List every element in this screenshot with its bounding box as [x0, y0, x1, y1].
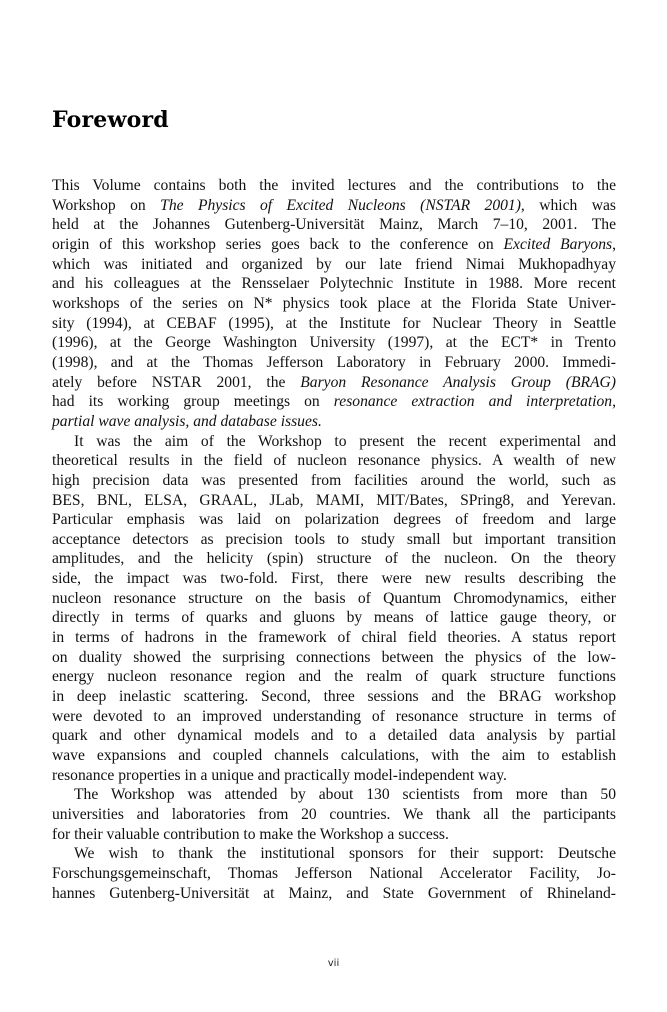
- text-line: [52, 628, 616, 648]
- text-line: [52, 825, 616, 845]
- text-run: for their valuable contribution to make the Workshop a success.: [52, 825, 449, 843]
- text-line: [52, 707, 616, 727]
- text-run: Particular emphasis was laid on polarization degrees of freedom and large: [52, 511, 616, 529]
- text-line: [52, 648, 616, 668]
- text-run: in terms of hadrons in the framework of chiral field theories. A status report: [52, 629, 616, 647]
- text-line: [52, 196, 616, 216]
- text-run: origin of this workshop series goes back to the conference on: [52, 235, 504, 253]
- text-line: [52, 766, 616, 786]
- text-run: and his colleagues at the Rensselaer Polytechnic Institute in 1988. More recent: [52, 275, 616, 293]
- text-line: [52, 432, 616, 452]
- text-line: [52, 176, 616, 196]
- text-line: [52, 726, 616, 746]
- text-run: were devoted to an improved understanding of resonance structure in terms of: [52, 707, 616, 725]
- text-line: [52, 274, 616, 294]
- text-run: We wish to thank the institutional sponsors for their support: Deutsche: [74, 845, 616, 863]
- text-line: [52, 589, 616, 609]
- text-run: (1998), and at the Thomas Jefferson Laboratory in February 2000. Immedi-: [52, 353, 616, 371]
- text-run: hannes Gutenberg-Universität at Mainz, and State Government of Rhineland-: [52, 884, 616, 902]
- text-run: side, the impact was two-fold. First, there were new results describing the: [52, 570, 616, 588]
- text-line: [52, 785, 616, 805]
- text-run: , which was: [520, 196, 616, 214]
- italic-text: resonance extraction and interpretation,: [333, 393, 617, 411]
- italic-text: Excited Baryons: [503, 235, 613, 253]
- text-line: [52, 884, 616, 904]
- text-line: [52, 235, 616, 255]
- text-line: [52, 491, 616, 511]
- text-line: [52, 412, 616, 432]
- text-line: [52, 215, 616, 235]
- text-line: [52, 451, 616, 471]
- text-run: It was the aim of the Workshop to present the recent experimental and: [74, 432, 616, 450]
- text-run: nucleon resonance structure on the basis of Quantum Chromodynamics, either: [52, 589, 616, 607]
- text-run: resonance properties in a unique and practically model-independent way.: [52, 766, 507, 784]
- paragraph: [52, 432, 616, 786]
- text-line: [52, 746, 616, 766]
- text-run: sity (1994), at CEBAF (1995), at the Institute for Nuclear Theory in Seattle: [52, 314, 616, 332]
- text-line: [52, 333, 616, 353]
- text-line: [52, 805, 616, 825]
- text-line: [52, 608, 616, 628]
- text-line: [52, 844, 616, 864]
- text-line: [52, 549, 616, 569]
- text-run: held at the Johannes Gutenberg-Universität Mainz, March 7–10, 2001. The: [52, 216, 616, 234]
- text-line: [52, 314, 616, 334]
- italic-text: partial wave analysis, and database issues.: [52, 412, 322, 430]
- text-run: had its working group meetings on: [52, 393, 334, 411]
- text-run: quark and other dynamical models and to a detailed data analysis by partial: [52, 727, 616, 745]
- text-run: energy nucleon resonance region and the realm of quark structure functions: [52, 668, 616, 686]
- text-line: [52, 667, 616, 687]
- text-run: in deep inelastic scattering. Second, three sessions and the BRAG workshop: [52, 688, 616, 706]
- text-line: [52, 294, 616, 314]
- text-run: which was initiated and organized by our late friend Nimai Mukhopadhyay: [52, 255, 616, 273]
- italic-text: The Physics of Excited Nucleons (NSTAR 2001): [160, 196, 521, 214]
- text-run: ,: [612, 235, 616, 253]
- text-run: amplitudes, and the helicity (spin) structure of the nucleon. On the theory: [52, 550, 616, 568]
- text-line: [52, 569, 616, 589]
- text-run: This Volume contains both the invited lectures and the contributions to the: [52, 177, 616, 194]
- text-run: workshops of the series on N* physics took place at the Florida State Univer-: [52, 294, 616, 312]
- text-line: [52, 530, 616, 550]
- text-run: (1996), at the George Washington University (1997), at the ECT* in Trento: [52, 334, 616, 352]
- text-line: [52, 353, 616, 373]
- text-line: [52, 687, 616, 707]
- paragraph: [52, 844, 616, 903]
- text-line: [52, 471, 616, 491]
- page-number: vii: [327, 958, 340, 969]
- paragraph: [52, 785, 616, 844]
- text-run: BES, BNL, ELSA, GRAAL, JLab, MAMI, MIT/Bates, SPring8, and Yerevan.: [52, 491, 616, 509]
- italic-text: Baryon Resonance Analysis Group (BRAG): [300, 373, 616, 391]
- text-run: universities and laboratories from 20 countries. We thank all the participants: [52, 806, 616, 823]
- text-run: Workshop on: [52, 196, 161, 214]
- paragraph: [52, 176, 616, 432]
- text-line: [52, 255, 616, 275]
- text-line: [52, 392, 616, 412]
- chapter-title: Foreword: [52, 107, 169, 133]
- text-run: The Workshop was attended by about 130 scientists from more than 50: [74, 786, 616, 804]
- text-run: high precision data was presented from facilities around the world, such as: [52, 471, 616, 489]
- text-line: [52, 864, 616, 884]
- foreword-body: [52, 176, 616, 903]
- text-run: acceptance detectors as precision tools to study small but important transition: [52, 530, 616, 548]
- text-line: [52, 373, 616, 393]
- text-run: Forschungsgemeinschaft, Thomas Jefferson National Accelerator Facility, Jo-: [52, 864, 616, 882]
- text-line: [52, 510, 616, 530]
- text-run: theoretical results in the field of nucleon resonance physics. A wealth of new: [52, 452, 616, 470]
- text-run: directly in terms of quarks and gluons by means of lattice gauge theory, or: [52, 609, 616, 627]
- text-run: wave expansions and coupled channels calculations, with the aim to establish: [52, 747, 616, 765]
- text-run: on duality showed the surprising connections between the physics of the low-: [52, 648, 616, 666]
- text-run: ately before NSTAR 2001, the: [52, 373, 301, 391]
